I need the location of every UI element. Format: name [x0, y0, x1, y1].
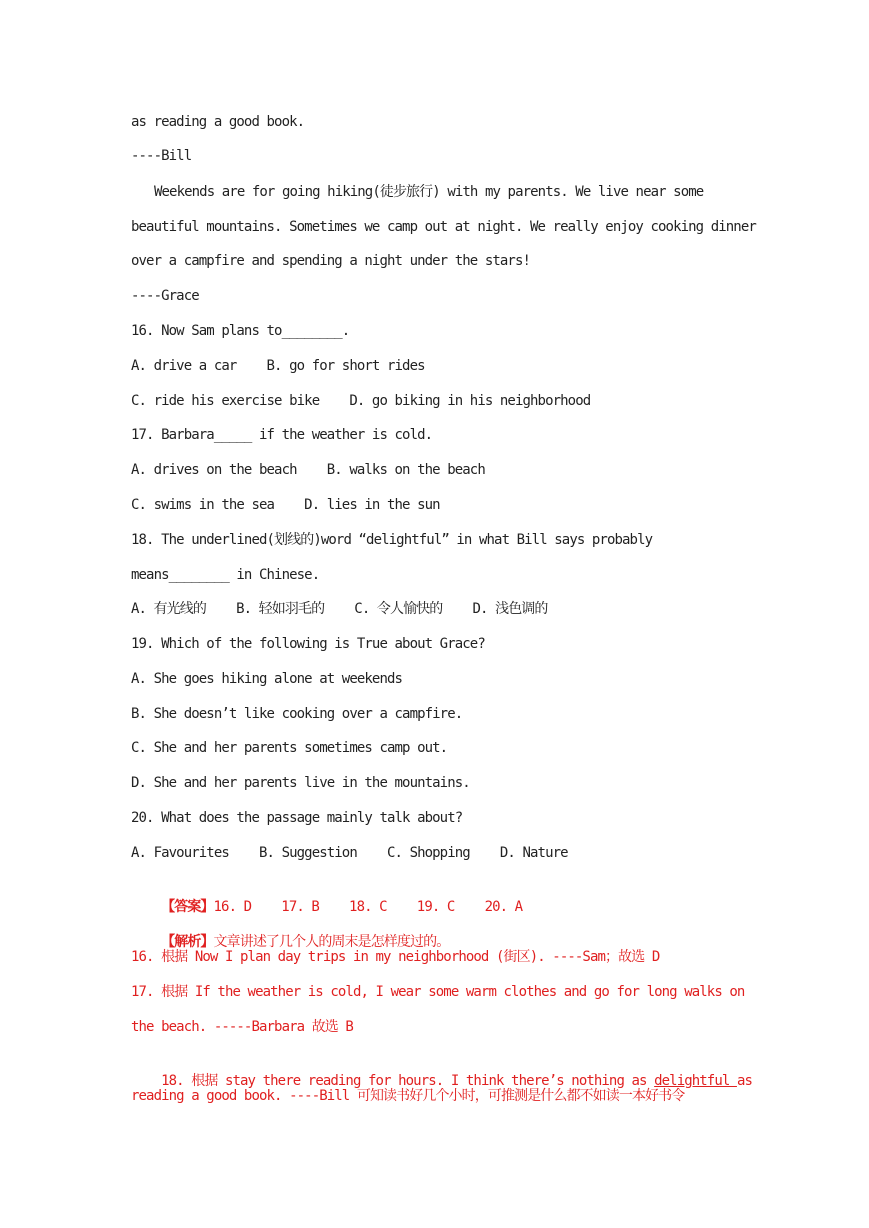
- analysis-summary: 文章讲述了几个人的周末是怎样度过的。: [213, 934, 450, 950]
- grace-paragraph-line-1: Weekends are for going hiking(徒步旅行) with my parents. We live near some: [154, 184, 704, 200]
- question-20-options: A. Favourites B. Suggestion C. Shopping D. Nature: [131, 845, 568, 861]
- question-16-stem: 16. Now Sam plans to________.: [131, 323, 350, 339]
- question-16-options-ab: A. drive a car B. go for short rides: [131, 358, 425, 374]
- explanation-16: 16. 根据 Now I plan day trips in my neighborhood (街区). ----Sam；故选 D: [131, 949, 660, 965]
- question-17-stem: 17. Barbara_____ if the weather is cold.: [131, 427, 433, 443]
- grace-paragraph-line-3: over a campfire and spending a night under the stars!: [131, 253, 531, 269]
- question-19-stem: 19. Which of the following is True about Grace?: [131, 636, 485, 652]
- bill-signature: ----Bill: [131, 148, 192, 164]
- bill-text-tail: as reading a good book.: [131, 114, 305, 130]
- question-19-option-d: D. She and her parents live in the mountains.: [131, 775, 470, 791]
- answer-tag: 【答案】: [161, 899, 214, 915]
- explanation-18-prefix: 18. 根据 stay there reading for hours. I think there’s nothing as: [161, 1073, 655, 1089]
- explanation-17-line-1: 17. 根据 If the weather is cold, I wear some warm clothes and go for long walks on: [131, 984, 745, 1000]
- question-17-options-ab: A. drives on the beach B. walks on the beach: [131, 462, 485, 478]
- question-18-stem-line-1: 18. The underlined(划线的)word “delightful” in what Bill says probably: [131, 532, 653, 548]
- question-19-option-c: C. She and her parents sometimes camp out.: [131, 740, 448, 756]
- grace-signature: ----Grace: [131, 288, 199, 304]
- analysis-tag: 【解析】: [161, 934, 214, 950]
- underlined-word-delightful: delightful: [654, 1073, 737, 1089]
- question-19-option-b: B. She doesn’t like cooking over a campfire.: [131, 706, 463, 722]
- question-18-options: A. 有光线的 B. 轻如羽毛的 C. 令人愉快的 D. 浅色调的: [131, 601, 548, 617]
- explanation-18-line-2: reading a good book. ----Bill 可知读书好几个小时，可推测是什么都不如读一本好书令: [131, 1088, 685, 1104]
- question-16-options-cd: C. ride his exercise bike D. go biking in his neighborhood: [131, 393, 591, 409]
- question-18-stem-line-2: means________ in Chinese.: [131, 567, 320, 583]
- explanation-17-line-2: the beach. -----Barbara 故选 B: [131, 1019, 353, 1035]
- question-20-stem: 20. What does the passage mainly talk about?: [131, 810, 463, 826]
- answer-text: 16. D 17. B 18. C 19. C 20. A: [213, 899, 523, 915]
- question-17-options-cd: C. swims in the sea D. lies in the sun: [131, 497, 440, 513]
- grace-paragraph-line-2: beautiful mountains. Sometimes we camp out at night. We really enjoy cooking dinner: [131, 219, 756, 235]
- question-19-option-a: A. She goes hiking alone at weekends: [131, 671, 403, 687]
- explanation-18-suffix: as: [736, 1073, 752, 1089]
